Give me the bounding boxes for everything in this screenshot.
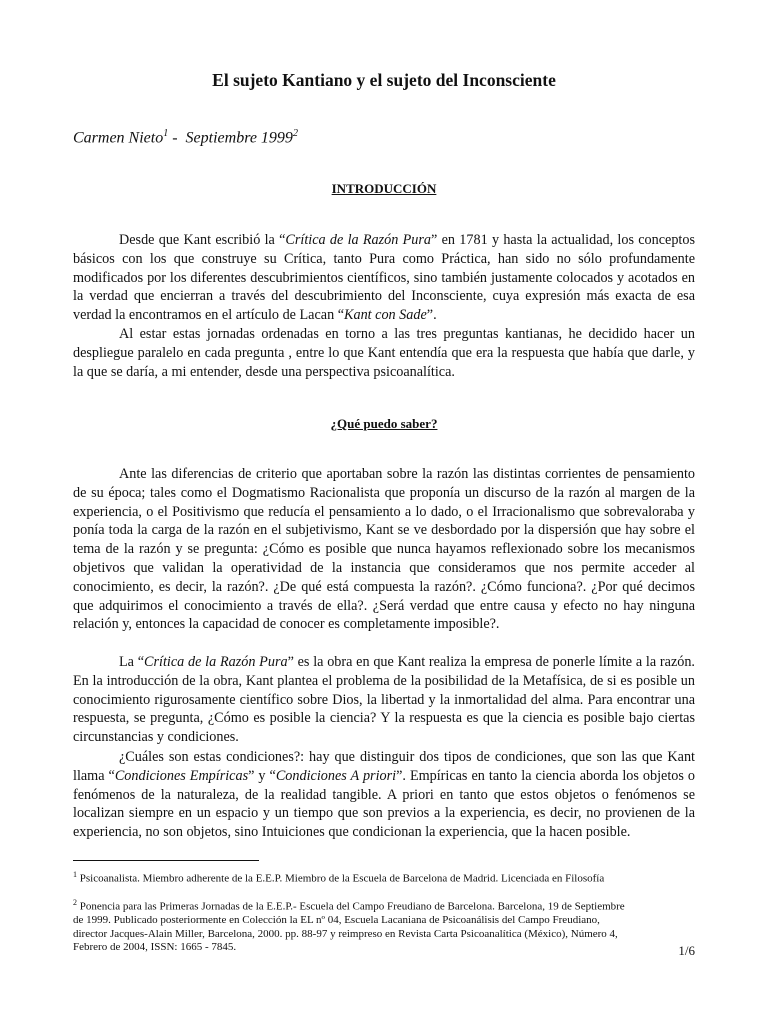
footnote-ref-1[interactable]: 1 [163,128,169,139]
section1-paragraph-3: ¿Cuáles son estas condiciones?: hay que distinguir dos tipos de condiciones, que son las que Kant llama “Condiciones Empíricas” y “Condiciones A priori”. Empíricas en tanto la ciencia aborda los objetos o fenómenos de la naturaleza, de la realidad tangible. A priori en tanto que estos objetos o fenómenos se localizan siempre en un espacio y un tiempo que son previos a la experiencia, es decir, no provienen de la experiencia, no son objetos, sino Intuiciones que condicionan la experiencia, que la hacen posible. [73,749,695,841]
author-name: Carmen Nieto [73,129,164,147]
footnote-1: $^1$ Psicoanalista. Miembro adherente de la E.E.P. Miembro de la Escuela de Barcelona de Madrid. Licenciada en Filosofía [73,870,605,885]
intro-paragraph-2: Al estar estas jornadas ordenadas en torno a las tres preguntas kantianas, he decidido hacer un despliegue paralelo en cada pregunta , entre lo que Kant entendía que era la respuesta que había que darle, y la que se daría, a mi entender, desde una perspectiva psicoanalítica. [73,326,695,380]
author-line [73,128,298,147]
footnote-divider [73,860,259,861]
document-title: El sujeto Kantiano y el sujeto del Inconsciente [212,70,556,90]
section-heading-introduccion: INTRODUCCIÓN [331,181,437,196]
section1-paragraph-1: Ante las diferencias de criterio que aportaban sobre la razón las distintas corrientes de pensamiento de su época; tales como el Dogmatismo Racionalista que proponía un discurso de la razón al margen de la experiencia, o el Positivismo que reducía el pensamiento a lo dado, o el Irracionalismo que sobrevaloraba y ponía toda la carga de la razón en el subjetivismo, Kant se ve desbordado por la dispersión que hay sobre el tema de la razón y se pregunta: ¿Cómo es posible que nunca hayamos reflexionado sobre los mecanismos objetivos que validan la operatividad de la instancia que consideramos que nos permite acceder al conocimiento, es decir, la razón?. ¿De qué está compuesta la razón?. ¿Cómo funciona?. ¿Por qué decimos que adquirimos el conocimiento a través de ella?. ¿Será verdad que entre causa y efecto no hay ninguna relación y, entonces la capacidad de conocer es completamente imposible?. [73,466,695,633]
author-separator: - [168,129,186,147]
section-heading-que-puedo-saber: ¿Qué puedo saber? [330,416,438,431]
intro-paragraph-1: Desde que Kant escribió la “Crítica de la Razón Pura” en 1781 y hasta la actualidad, los conceptos básicos con los que construye su Crítica, tanto Pura como Práctica, han sido no sólo profundamente modificados por los diferentes descubrimientos científicos, sino también justamente colocados y acotados en la verdad que encierran a través del descubrimiento del Inconsciente, cuya expresión más exacta de esa verdad la encontramos en el artículo de Lacan “Kant con Sade”. [73,232,695,324]
footnote-2: $^2$ Ponencia para las Primeras Jornadas de la E.E.P.- Escuela del Campo Freudiano de Barcelona. Barcelona, 19 de Septiembre de 1999. Publicado posteriormente en Colección la EL nº 04, Escuela Lacaniana de Psicoanálisis del Campo Freudiano, director Jacques-Alain Miller, Barcelona, 2000. pp. 88-97 y reimpreso en Revista Carta Psicoanalítica (México), Número 4, Febrero de 2004, ISSN: 1665 - 7845. [73,898,625,954]
author-date: Septiembre 1999 [185,129,293,147]
page-number: 1/6 [678,943,695,958]
footnote-ref-2[interactable]: 2 [292,128,298,139]
section1-paragraph-2: La “Crítica de la Razón Pura” es la obra en que Kant realiza la empresa de ponerle límite a la razón. En la introducción de la obra, Kant plantea el problema de la posibilidad de la Metafísica, de si es posible un conocimiento rigurosamente científico sobre Dios, la libertad y la inmortalidad del alma. Para encontrar una respuesta, se pregunta, ¿Cómo es posible la ciencia? Y la respuesta es que la ciencia es posible bajo ciertas circunstancias y condiciones. [73,654,695,746]
